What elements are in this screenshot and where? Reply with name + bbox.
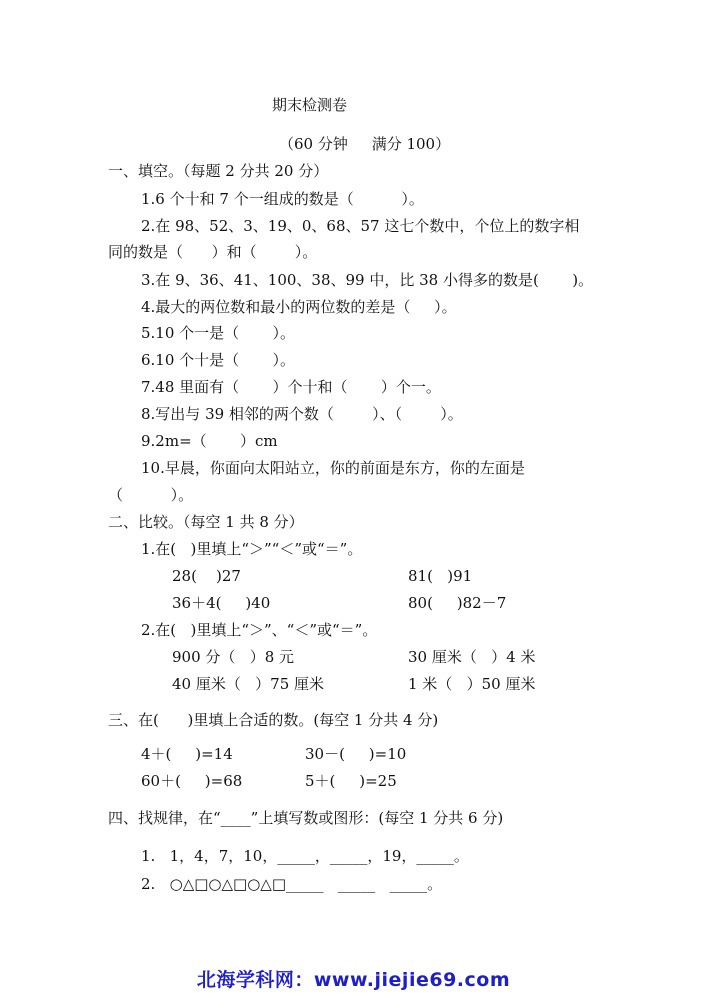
pattern-question-1: 1. 1，4，7，10，_____，_____，19，_____。 — [141, 847, 469, 865]
compare-item: 1 米（ ）50 厘米 — [408, 675, 536, 693]
question-1-9: 9.2m=（ ）cm — [141, 432, 278, 450]
fill-item: 4＋( )=14 — [141, 745, 233, 763]
fill-item: 60＋( )=68 — [141, 772, 243, 790]
question-1-3: 3.在 9、36、41、100、38、99 中，比 38 小得多的数是( )。 — [141, 271, 594, 289]
question-1-10-line2: （ ）。 — [108, 486, 194, 504]
question-1-6: 6.10 个十是（ ）。 — [141, 351, 296, 369]
compare-item: 40 厘米（ ）75 厘米 — [172, 675, 325, 693]
section-1-heading: 一、填空。（每题 2 分共 20 分） — [108, 162, 329, 180]
footer-watermark: 北海学科网：www.jiejie69.com — [196, 969, 511, 991]
question-1-4: 4.最大的两位数和最小的两位数的差是（ ）。 — [141, 298, 457, 316]
compare-item: 81( )91 — [408, 567, 473, 585]
page-subtitle: （60 分钟 满分 100） — [279, 135, 451, 153]
question-1-1: 1.6 个十和 7 个一组成的数是（ ）。 — [141, 190, 424, 208]
compare-item: 36＋4( )40 — [172, 594, 271, 612]
section-2-part-2-instruction: 2.在( )里填上“＞”、“＜”或“＝”。 — [141, 621, 378, 639]
section-4-heading: 四、找规律，在“____”上填写数或图形：(每空 1 分共 6 分) — [108, 809, 504, 827]
question-1-7: 7.48 里面有（ ）个十和（ ）个一。 — [141, 378, 441, 396]
compare-item: 80( )82－7 — [408, 594, 507, 612]
question-1-5: 5.10 个一是（ ）。 — [141, 324, 296, 342]
fill-item: 30－( )=10 — [305, 745, 407, 763]
compare-item: 28( )27 — [172, 567, 241, 585]
question-1-10-line1: 10.早晨，你面向太阳站立，你的前面是东方，你的左面是 — [141, 459, 525, 477]
question-1-2-line1: 2.在 98、52、3、19、0、68、57 这七个数中，个位上的数字相 — [141, 217, 580, 235]
section-3-heading: 三、在( )里填上合适的数。(每空 1 分共 4 分) — [108, 711, 439, 729]
compare-item: 30 厘米（ ）4 米 — [408, 648, 536, 666]
question-1-8: 8.写出与 39 相邻的两个数（ ）、（ ）。 — [141, 405, 463, 423]
question-1-2-line2: 同的数是（ ）和（ ）。 — [108, 243, 318, 261]
compare-item: 900 分（ ）8 元 — [172, 648, 295, 666]
section-2-heading: 二、比较。（每空 1 共 8 分） — [108, 513, 304, 531]
pattern-question-2: 2. ○△□○△□○△□_____ _____ _____。 — [141, 875, 443, 893]
fill-item: 5＋( )=25 — [305, 772, 397, 790]
page-title: 期末检测卷 — [272, 96, 348, 114]
section-2-part-1-instruction: 1.在( )里填上“＞”“＜”或“＝”。 — [141, 540, 363, 558]
